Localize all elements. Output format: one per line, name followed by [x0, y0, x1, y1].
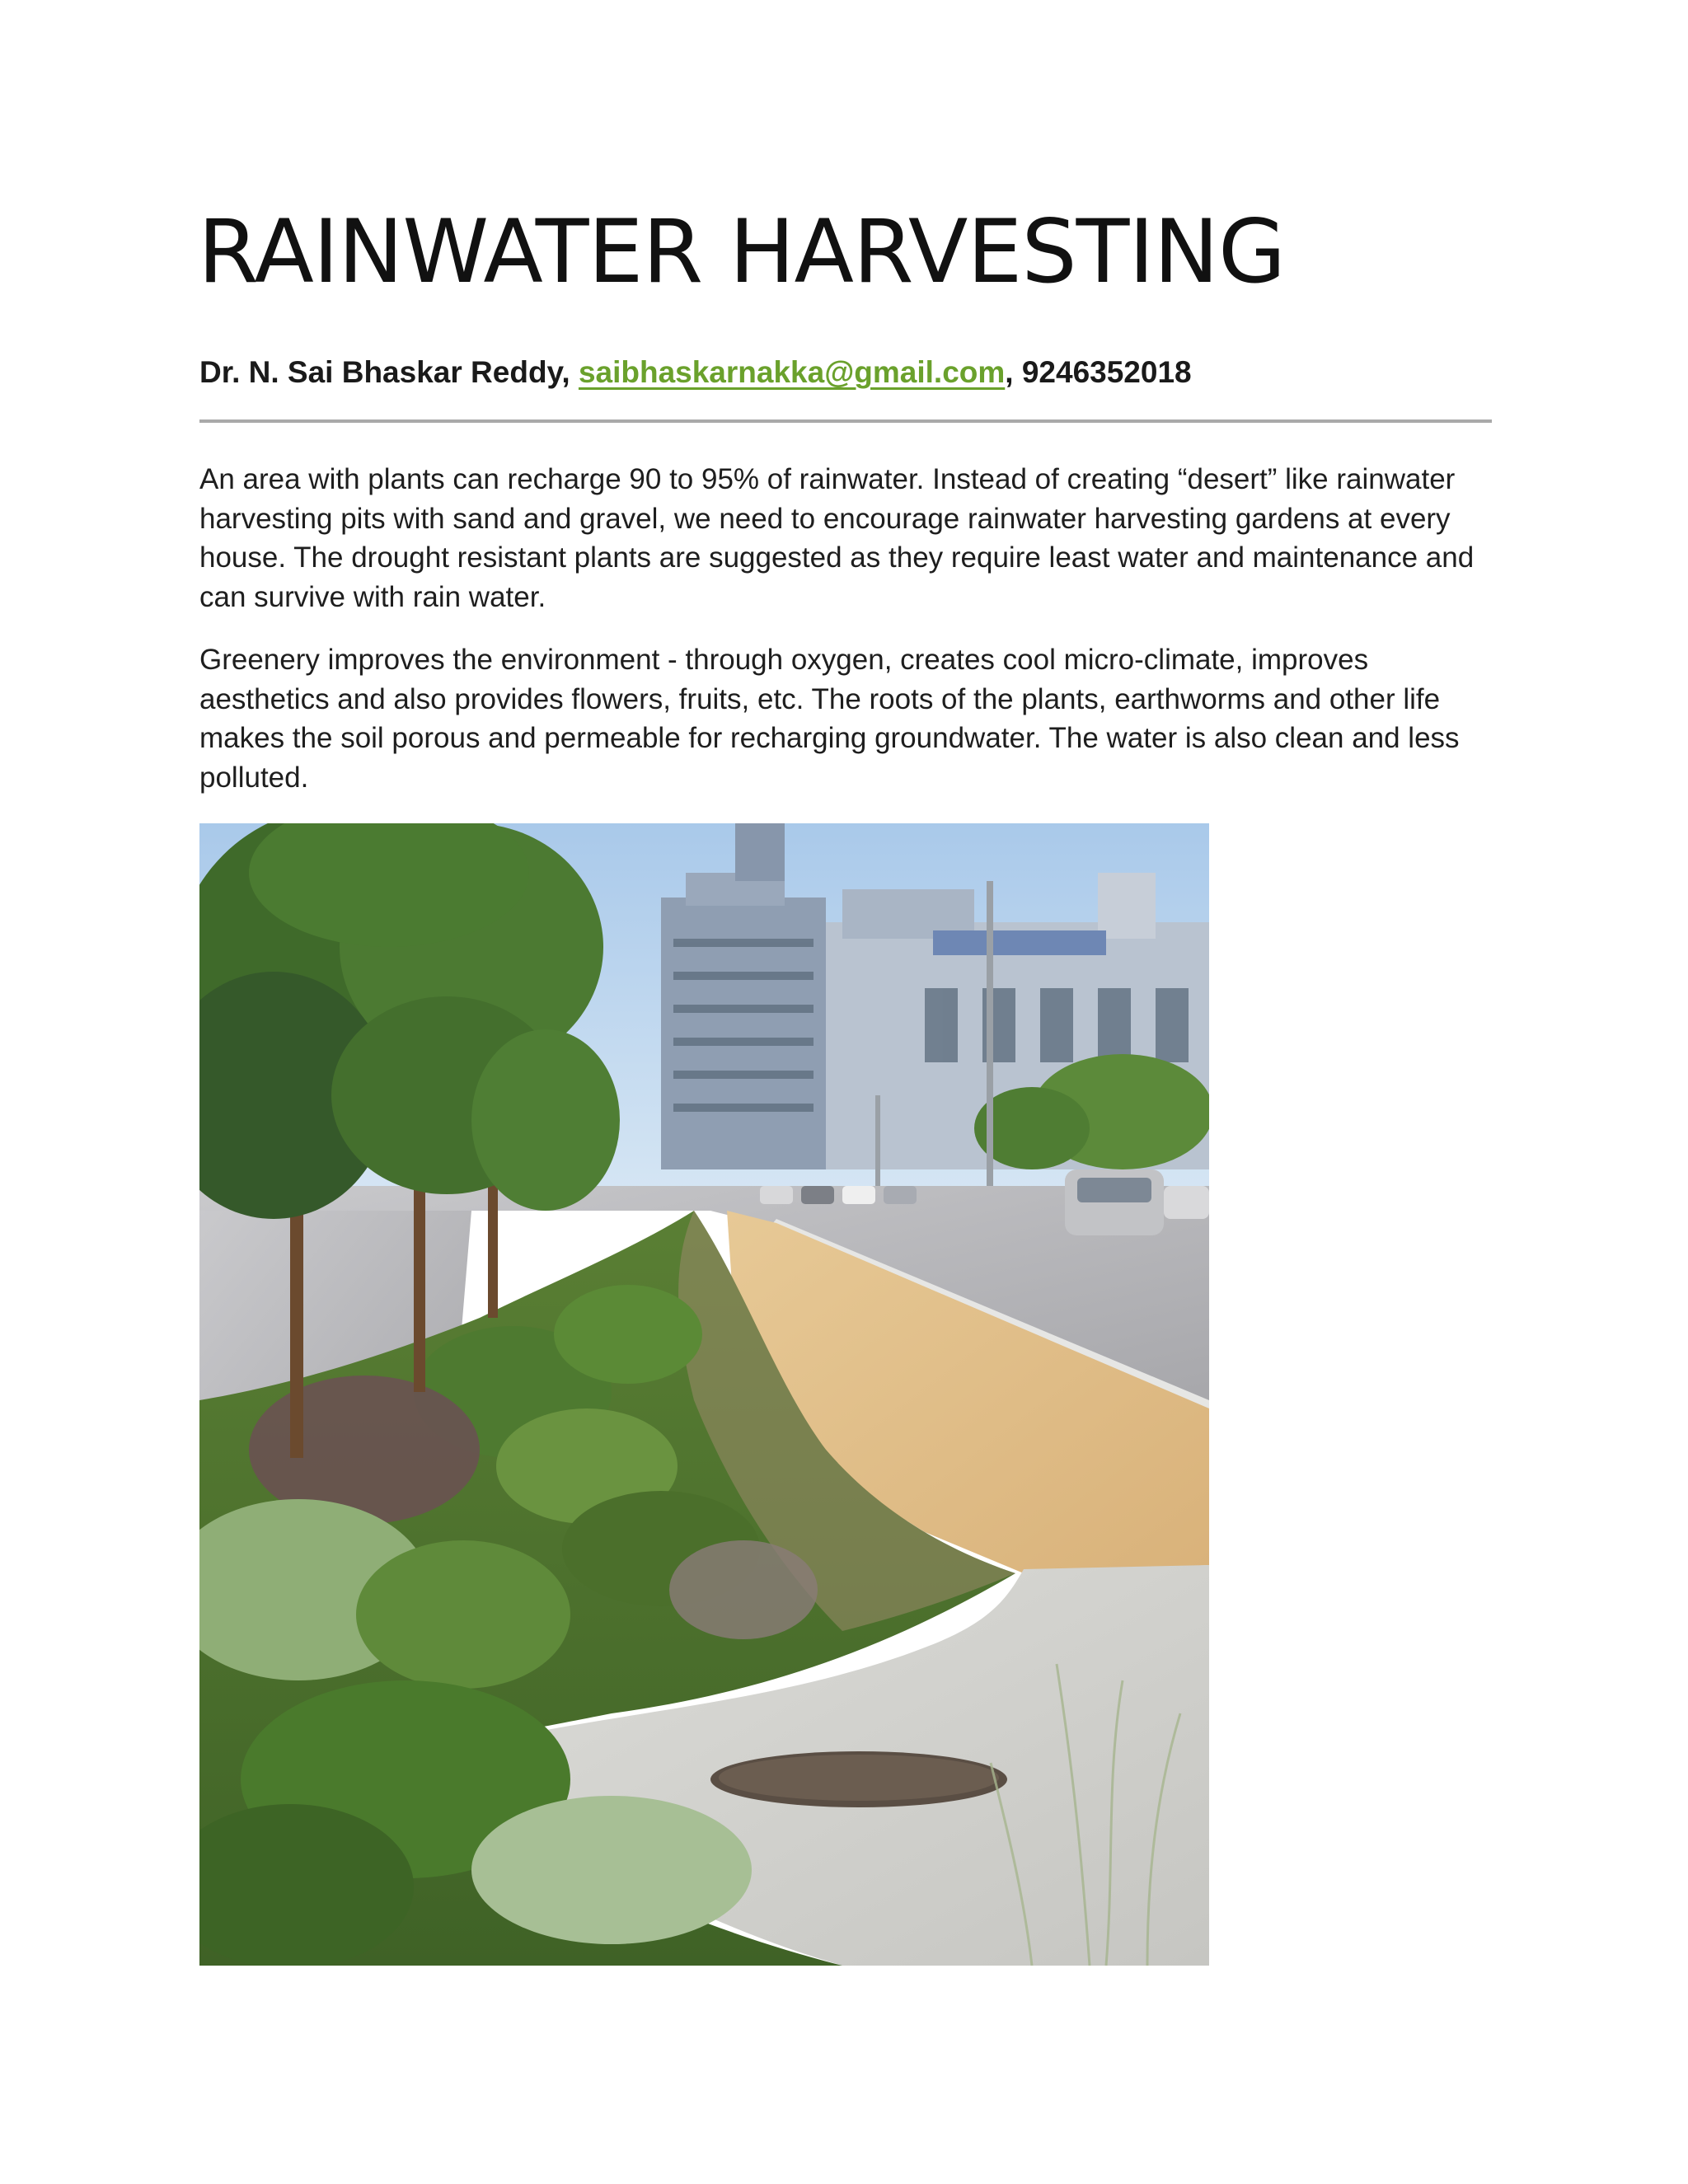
- author-line: [199, 354, 1192, 391]
- horizontal-divider: [199, 419, 1492, 423]
- paragraph-1: An area with plants can recharge 90 to 95% of rainwater. Instead of creating “desert” like rainwater harvesting pits with sand and gravel, we need to encourage rainwater harvesting gardens at every house. The drought resistant plants are suggested as they require least water and maintenance and can survive with rain water.: [199, 463, 1475, 613]
- document-title: RAINWATER HARVESTING: [198, 201, 1286, 302]
- author-phone: , 9246352018: [1005, 355, 1192, 389]
- rain-garden-photo: [199, 823, 1209, 1966]
- paragraph-2: Greenery improves the environment - through oxygen, creates cool micro-climate, improves aesthetics and also provides flowers, fruits, etc. The roots of the plants, earthworms and other life makes the soil porous and permeable for recharging groundwater. The water is also clean and less polluted.: [199, 644, 1460, 794]
- author-name: Dr. N. Sai Bhaskar Reddy,: [199, 355, 570, 389]
- author-email-link[interactable]: saibhaskarnakka@gmail.com: [578, 355, 1006, 389]
